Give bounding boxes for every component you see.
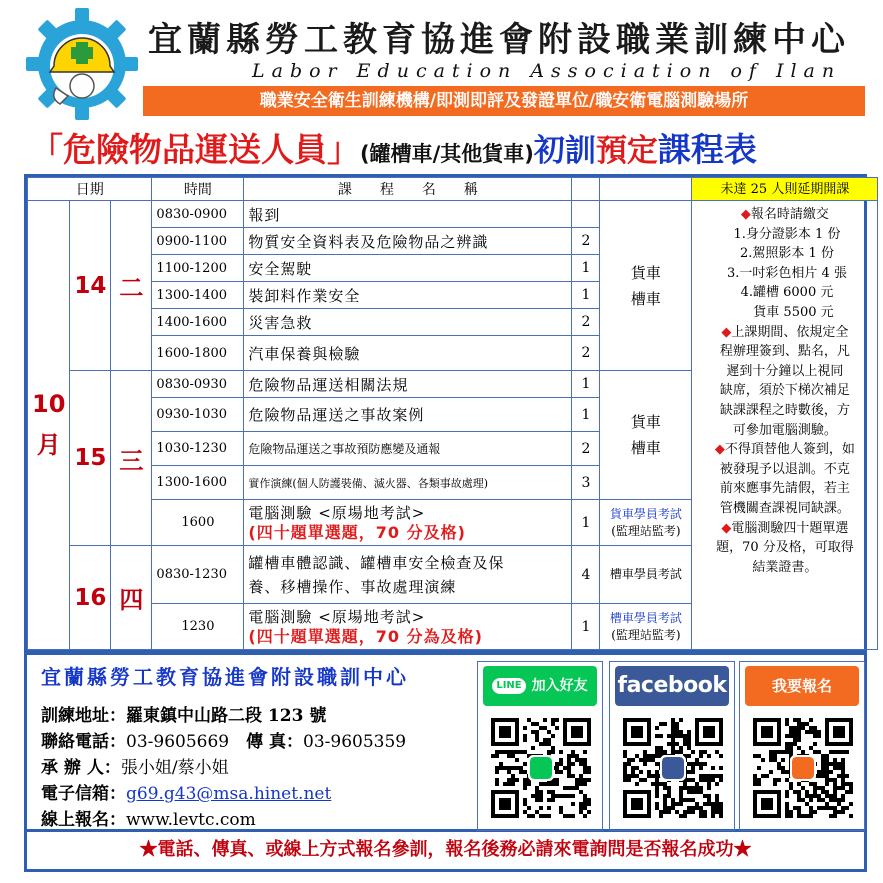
address-value: 羅東鎮中山路二段 123 號 [126,706,327,726]
note-line [698,460,871,480]
note-line [698,205,871,225]
hours-cell: 2 [572,309,600,336]
note-text: 被發現予以退訓。不克 [719,461,850,477]
vehicle-cell: 貨車 槽車 [600,201,692,371]
note-line [698,538,871,558]
title-scheduled: 預定 [595,133,658,169]
note-text: 缺席，須於下梯次補足 [719,383,850,399]
contact-line [41,753,229,778]
hours-cell: 1 [572,500,600,546]
note-text: 管機關查課視同缺課。 [719,500,850,516]
time-cell: 1230 [152,604,244,650]
note-text: 1.身分證影本 1 份 [729,226,841,242]
hours-cell: 1 [572,371,600,398]
exam-rule: (四十題單選題，70 分為及格) [248,626,483,646]
note-line [698,264,871,284]
hours-cell: 4 [572,546,600,604]
hours-cell: 1 [572,604,600,650]
org-name-english: Labor Education Association of Ilan [252,60,842,82]
note-line [698,440,871,460]
course-line: 養、移槽操作、事故處理演練 [248,577,457,596]
time-cell: 1030-1230 [152,432,244,466]
note-text: 4.罐槽 6000 元 [736,285,834,301]
course-line: 罐槽車體認識、罐槽車安全檢查及保 [248,553,505,572]
note-text: 缺課課程之時數後，方 [719,402,850,418]
note-text: 貨車 5500 元 [736,304,834,320]
header [0,0,883,120]
email-link[interactable]: g69.g43@msa.hinet.net [126,784,332,804]
exam-proctor: (監理站監考) [611,523,681,538]
hours-cell: 2 [572,336,600,371]
line-button-label: 加入好友 [531,678,588,694]
note-text: 3.一吋彩色相片 4 張 [722,265,847,281]
diamond-bullet-icon: ◆ [714,442,725,458]
day-cell: 16 [70,546,111,650]
weekday-cell: 四 [111,546,152,650]
note-text: 前來應事先請假，若主 [719,481,850,497]
table-header-row [28,178,878,201]
facebook-qr-code-icon[interactable] [623,718,723,818]
note-text: 遲到十分鐘以上視同 [726,363,844,379]
bottom-note: ★電話、傳真、或線上方式報名參訓，報名後務必請來電詢問是否報名成功★ [24,832,867,872]
fax-value: 03-9605359 [303,732,407,752]
time-cell: 0830-0900 [152,201,244,228]
note-line [698,479,871,499]
time-cell: 1100-1200 [152,255,244,282]
facebook-qr-panel [609,661,735,831]
note-text: 可參加電腦測驗。 [732,422,837,438]
facebook-button[interactable]: facebook [615,666,729,706]
email-line [41,779,331,804]
note-line [698,558,871,578]
signup-qr-panel [739,661,865,831]
title-schedule: 課程表 [657,130,757,169]
time-cell: 1600-1800 [152,336,244,371]
logo-gear-helmet-icon [26,8,138,120]
course-cell [244,500,572,546]
note-line [698,421,871,441]
hours-cell: 2 [572,228,600,255]
line-add-friend-button[interactable] [483,666,597,706]
course-cell: 物質安全資料表及危險物品之辨識 [244,228,572,255]
course-cell: 安全駕駛 [244,255,572,282]
note-text: 電腦測驗四十題單選 [731,520,849,536]
hours-cell [572,201,600,228]
note-text: 報名時請繳交 [750,207,829,222]
line-qr-code-icon[interactable] [491,718,591,818]
note-line [698,303,871,323]
course-cell [244,604,572,650]
exam-title: 電腦測驗 <原場地考試> [248,503,426,522]
time-cell: 1400-1600 [152,309,244,336]
time-cell: 1300-1600 [152,466,244,500]
exam-rule: (四十題單選題，70 分及格) [248,522,466,542]
banner: 職業安全衛生訓練機構/即測即評及發證單位/職安衛電腦測驗場所 [143,86,865,116]
title-course-name: 「危險物品運送人員」 [30,130,360,169]
course-cell: 危險物品運送之事故預防應變及通報 [244,432,572,466]
exam-title: 電腦測驗 <原場地考試> [248,607,426,626]
fax-label: 傳 真： [246,732,304,752]
diamond-bullet-icon: ◆ [721,324,732,340]
signup-button[interactable]: 我要報名 [745,666,859,706]
exam-cell: 槽車學員考試 [600,546,692,604]
notes-header: 未達 25 人則延期開課 [692,178,877,201]
note-line [698,323,871,343]
footer-org-name: 宜蘭縣勞工教育協進會附設職訓中心 [41,665,409,689]
note-text: 題，70 分及格，可取得 [716,540,854,556]
note-line [698,401,871,421]
web-link[interactable]: www.levtc.com [126,810,256,830]
web-label: 線上報名： [41,810,126,830]
note-line [698,381,871,401]
course-cell: 汽車保養與檢驗 [244,336,572,371]
note-text: 上課期間、依規定全 [731,324,849,340]
hours-cell: 2 [572,432,600,466]
diamond-bullet-icon: ◆ [721,520,732,536]
header-time: 時間 [152,178,244,201]
day-cell: 15 [70,371,111,546]
note-line [698,519,871,539]
title-vehicle-type: (罐槽車/其他貨車) [360,142,534,166]
header-date: 日期 [28,178,152,201]
note-text: 結業證書。 [752,559,818,575]
line-qr-panel [477,661,603,831]
title-initial: 初訓 [533,133,596,169]
diamond-bullet-icon: ◆ [740,207,751,222]
header-course: 課 程 名 稱 [244,178,572,201]
note-line [698,283,871,303]
course-cell: 裝卸料作業安全 [244,282,572,309]
note-line [698,499,871,519]
phone-label: 聯絡電話： [41,732,126,752]
hours-cell: 1 [572,255,600,282]
weekday-cell: 二 [111,201,152,371]
note-line [698,362,871,382]
contact-value: 張小姐/蔡小姐 [120,758,229,778]
note-line [698,244,871,264]
exam-cell [600,500,692,546]
notes-list [692,201,877,581]
weekday-cell: 三 [111,371,152,546]
time-cell: 1300-1400 [152,282,244,309]
footer [24,652,867,832]
address-label: 訓練地址： [41,706,126,726]
time-cell: 0930-1030 [152,398,244,432]
month-cell: 10 月 [28,201,70,650]
address-line [41,701,326,726]
hours-cell: 3 [572,466,600,500]
course-cell: 災害急救 [244,309,572,336]
signup-qr-code-icon[interactable] [753,718,853,818]
time-cell: 0900-1100 [152,228,244,255]
exam-who: 槽車學員考試 [609,610,682,625]
note-line [698,342,871,362]
note-text: 不得頂替他人簽到，如 [724,442,855,458]
phone-line [41,727,406,752]
time-cell: 0830-1230 [152,546,244,604]
hours-cell: 1 [572,282,600,309]
exam-proctor: (監理站監考) [611,627,681,642]
exam-cell [600,604,692,650]
schedule-table [27,177,878,650]
line-icon: LINE [492,678,525,694]
vehicle-cell: 貨車 槽車 [600,371,692,500]
hours-cell: 1 [572,398,600,432]
contact-label: 承 辦 人： [41,758,121,778]
org-name: 宜蘭縣勞工教育協進會附設職業訓練中心 [148,20,850,60]
time-cell: 0830-0930 [152,371,244,398]
web-line [41,805,256,830]
notes-cell [692,178,878,650]
course-cell: 危險物品運送之事故案例 [244,398,572,432]
course-cell: 實作演練(個人防護裝備、滅火器、各類事故處理) [244,466,572,500]
course-cell [244,546,572,604]
note-text: 2.駕照影本 1 份 [735,246,834,262]
page-title [30,124,757,172]
phone-value: 03-9605669 [126,732,230,752]
note-text: 程辦理簽到、點名，凡 [719,344,850,360]
course-cell: 危險物品運送相關法規 [244,371,572,398]
day-cell: 14 [70,201,111,371]
exam-who: 貨車學員考試 [609,506,682,521]
time-cell: 1600 [152,500,244,546]
course-cell: 報到 [244,201,572,228]
note-line [698,225,871,245]
email-label: 電子信箱： [41,784,126,804]
